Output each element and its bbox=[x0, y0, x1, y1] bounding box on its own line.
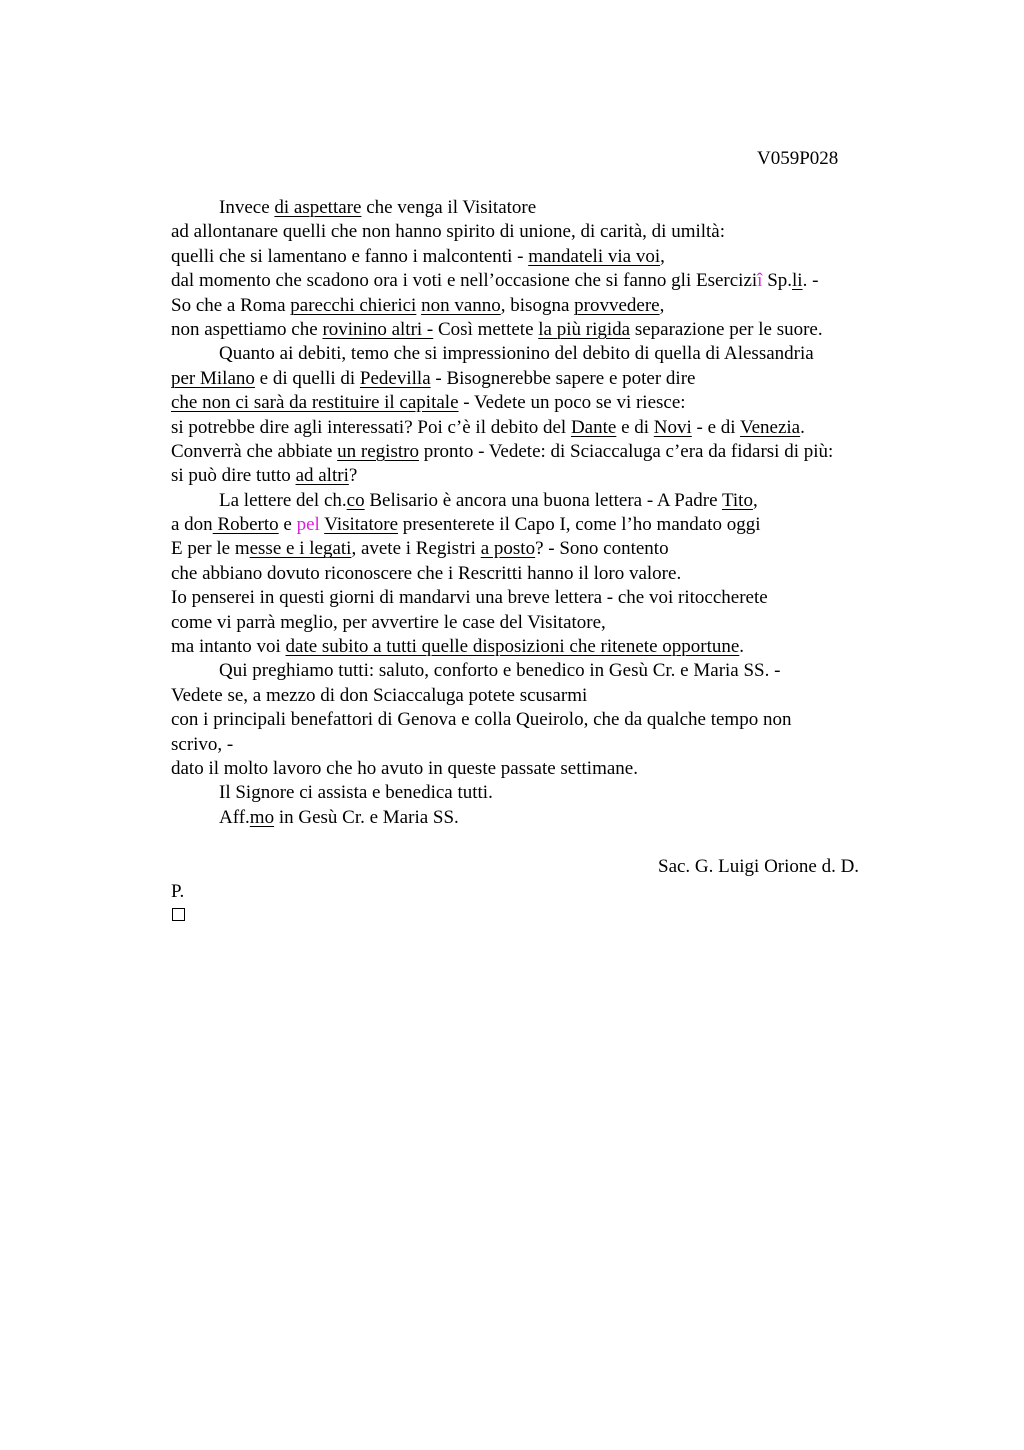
text-line bbox=[171, 611, 911, 635]
text-line bbox=[171, 367, 911, 391]
text-line bbox=[171, 586, 911, 610]
reference-code: V059P028 bbox=[757, 148, 839, 169]
signature: Sac. G. Luigi Orione d. D. bbox=[658, 856, 860, 877]
text-segment: , bbox=[752, 489, 758, 511]
text-segment: So che a Roma bbox=[171, 294, 291, 316]
underlined-text: Visitatore bbox=[324, 514, 399, 536]
text-segment: - e di bbox=[691, 416, 740, 438]
text-segment: , avete i Registri bbox=[351, 538, 481, 560]
text-segment: . - bbox=[802, 270, 819, 292]
underlined-text: li bbox=[792, 270, 803, 292]
underlined-text: mandateli via voi bbox=[528, 245, 661, 267]
text-segment: con i principali benefattori di Genova e colla Queirolo, che da qualche tempo non bbox=[171, 709, 792, 731]
underlined-text: Dante bbox=[570, 416, 617, 438]
underlined-text: di aspettare bbox=[274, 197, 362, 218]
text-segment: separazione per le suore. bbox=[630, 318, 823, 340]
text-segment: ma intanto voi bbox=[171, 636, 286, 658]
text-line bbox=[171, 537, 911, 561]
text-line bbox=[171, 489, 911, 513]
text-segment: Il Signore ci assista e benedica tutti. bbox=[219, 782, 493, 804]
underlined-text: co bbox=[346, 489, 365, 511]
text-line bbox=[171, 220, 911, 244]
underlined-text: rovinino altri - bbox=[322, 318, 434, 340]
text-segment: Invece bbox=[219, 197, 275, 218]
text-line bbox=[171, 635, 911, 659]
underlined-text: Pedevilla bbox=[359, 367, 431, 389]
text-segment: scrivo, - bbox=[171, 733, 234, 755]
underlined-text: mo bbox=[249, 806, 275, 828]
text-segment: in Gesù Cr. e Maria SS. bbox=[274, 806, 459, 828]
text-segment: Io penserei in questi giorni di mandarvi una breve lettera - che voi ritoccherete bbox=[171, 587, 768, 609]
underlined-text: a posto bbox=[480, 538, 536, 560]
text-segment: Così mettete bbox=[433, 318, 539, 340]
text-line bbox=[171, 781, 911, 805]
underlined-text: Roberto bbox=[212, 514, 279, 536]
text-segment: che abbiano dovuto riconoscere che i Rescritti hanno il loro valore. bbox=[171, 562, 682, 584]
text-line bbox=[171, 562, 911, 586]
text-segment: pronto - Vedete: di Sciaccaluga c’era da fidarsi di più: bbox=[418, 440, 834, 462]
text-line bbox=[171, 733, 911, 757]
underlined-text: parecchi chierici bbox=[290, 294, 417, 316]
underlined-text: ad altri bbox=[295, 465, 349, 487]
text-segment: Quanto ai debiti, temo che si impressionino del debito di quella di Alessandria bbox=[219, 343, 814, 365]
underlined-text: non vanno bbox=[421, 294, 501, 316]
text-segment: e di quelli di bbox=[254, 367, 360, 389]
text-line bbox=[171, 342, 911, 366]
empty-box-icon bbox=[172, 908, 185, 921]
underlined-text: per Milano bbox=[171, 367, 255, 389]
highlighted-text: pel bbox=[296, 514, 320, 536]
text-segment: dal momento che scadono ora i voti e nell’occasione che si fanno gli Esercizi bbox=[171, 270, 758, 292]
text-line bbox=[171, 416, 911, 440]
underlined-text: provvedere bbox=[574, 294, 660, 316]
text-line bbox=[171, 757, 911, 781]
underlined-text: date subito a tutti quelle disposizioni che ritenete opportune bbox=[285, 636, 740, 658]
text-segment: , bbox=[660, 245, 665, 267]
text-segment: - Bisognerebbe sapere e poter dire bbox=[430, 367, 696, 389]
text-segment: non aspettiamo che bbox=[171, 318, 323, 340]
underlined-text: la più rigida bbox=[538, 318, 631, 340]
text-line bbox=[171, 440, 911, 464]
text-line bbox=[171, 464, 911, 488]
text-segment: dato il molto lavoro che ho avuto in queste passate settimane. bbox=[171, 757, 638, 779]
text-segment: presenterete il Capo I, come l’ho mandato oggi bbox=[398, 514, 761, 536]
text-segment: , bbox=[659, 294, 665, 316]
text-line bbox=[171, 196, 911, 220]
text-line bbox=[171, 708, 911, 732]
text-segment: E per le m bbox=[171, 538, 250, 560]
text-line bbox=[171, 391, 911, 415]
underlined-text: Novi bbox=[653, 416, 692, 438]
underlined-text: esse e i legati bbox=[249, 538, 352, 560]
text-line bbox=[171, 318, 911, 342]
text-line bbox=[171, 684, 911, 708]
underlined-text: che non ci sarà da restituire il capitale bbox=[171, 392, 459, 414]
text-line bbox=[171, 513, 911, 537]
text-segment: ad allontanare quelli che non hanno spirito di unione, di carità, di umiltà: bbox=[171, 221, 726, 243]
text-segment: Converrà che abbiate bbox=[171, 440, 338, 462]
underlined-text: un registro bbox=[337, 440, 419, 462]
text-segment: quelli che si lamentano e fanno i malcontenti - bbox=[171, 245, 529, 267]
text-segment: - Vedete un poco se vi riesce: bbox=[458, 392, 686, 414]
text-line bbox=[171, 294, 911, 318]
text-segment: si può dire tutto bbox=[171, 465, 296, 487]
text-segment: Aff. bbox=[219, 806, 250, 828]
postscript-label: P. bbox=[171, 881, 185, 902]
text-segment: e di bbox=[616, 416, 654, 438]
text-line bbox=[171, 659, 911, 683]
letter-body bbox=[171, 196, 911, 830]
text-line bbox=[171, 806, 911, 830]
text-segment: . bbox=[739, 636, 745, 658]
text-segment: Qui preghiamo tutti: saluto, conforto e benedico in Gesù Cr. e Maria SS. - bbox=[219, 660, 781, 682]
underlined-text: Tito bbox=[721, 489, 753, 511]
text-segment: ? - Sono contento bbox=[535, 538, 669, 560]
text-segment: a don bbox=[171, 514, 213, 536]
text-segment: si potrebbe dire agli interessati? Poi c’è il debito del bbox=[171, 416, 571, 438]
text-segment: Sp. bbox=[762, 270, 793, 292]
text-segment: , bisogna bbox=[500, 294, 575, 316]
highlighted-text: î bbox=[757, 270, 763, 292]
text-segment: Vedete se, a mezzo di don Sciaccaluga potete scusarmi bbox=[171, 684, 588, 706]
text-segment: ? bbox=[348, 465, 358, 487]
text-segment: come vi parrà meglio, per avvertire le case del Visitatore, bbox=[171, 611, 606, 633]
underlined-text: Venezia bbox=[739, 416, 801, 438]
text-line bbox=[171, 269, 911, 293]
text-line bbox=[171, 245, 911, 269]
text-segment: Belisario è ancora una buona lettera - A Padre bbox=[364, 489, 722, 511]
text-segment: La lettere del ch. bbox=[219, 489, 347, 511]
text-segment: . bbox=[800, 416, 805, 438]
text-segment: e bbox=[278, 514, 297, 536]
text-segment: che venga il Visitatore bbox=[361, 197, 537, 218]
